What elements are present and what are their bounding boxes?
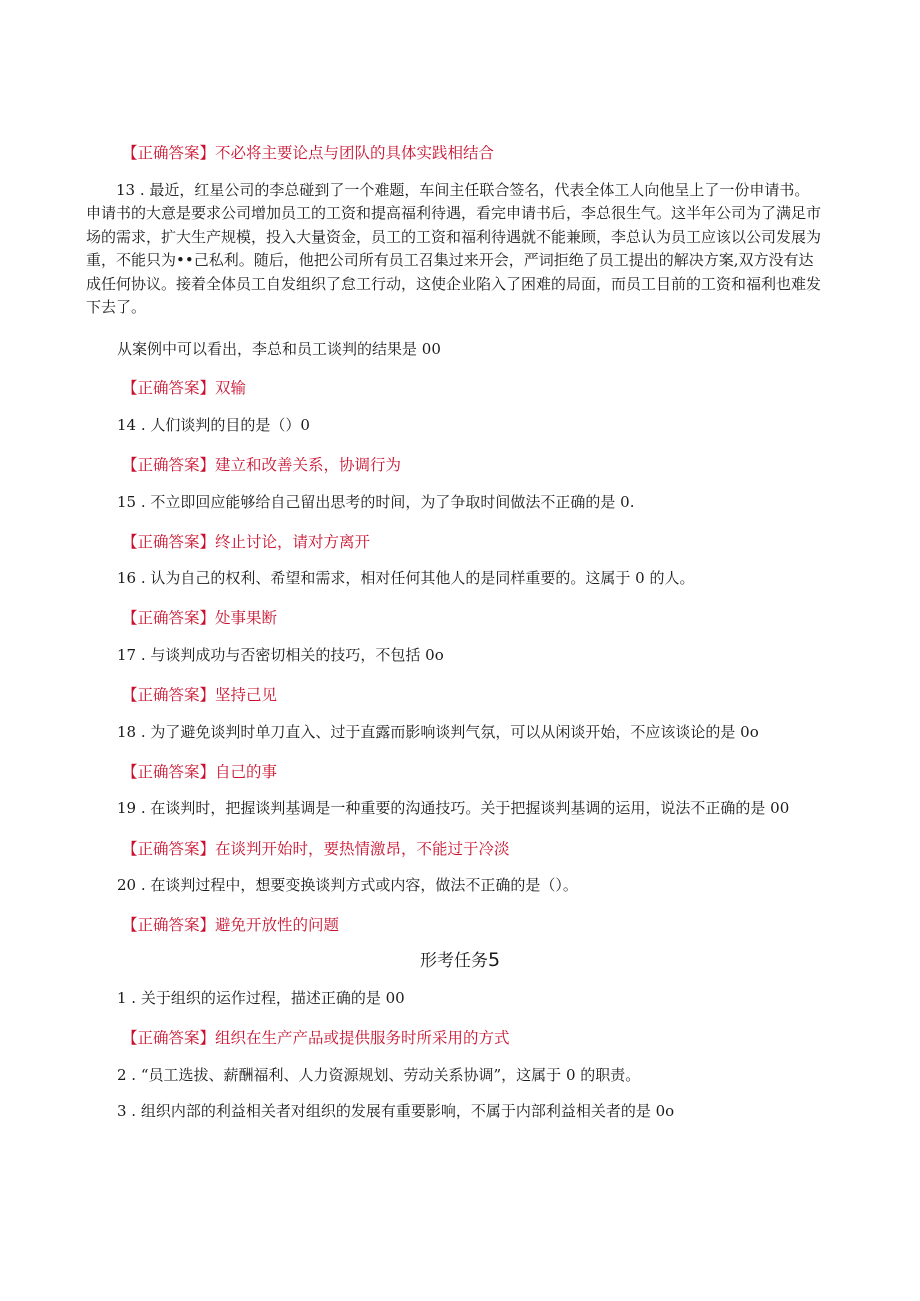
section-heading xyxy=(0,949,920,972)
answer-12 xyxy=(122,143,494,163)
paragraph-line: 场的需求，扩大生产规模，投入大量资金，员工的工资和福利待遇就不能兼顾，李总认为员工应该以公司发展为 xyxy=(86,227,822,246)
answer-prefix: 【正确答案】 xyxy=(122,1029,216,1047)
question-17: 17 . 与谈判成功与否密切相关的技巧，不包括 0o xyxy=(117,646,444,664)
answer-17 xyxy=(122,685,277,705)
answer-prefix: 【正确答案】 xyxy=(122,533,216,551)
answer-14 xyxy=(122,455,401,475)
answer-text: 避免开放性的问题 xyxy=(215,916,340,934)
answer-prefix: 【正确答案】 xyxy=(122,686,216,704)
answer-15 xyxy=(122,532,370,552)
answer-prefix: 【正确答案】 xyxy=(122,763,216,781)
answer-text: 自己的事 xyxy=(215,763,278,781)
answer-prefix: 【正确答案】 xyxy=(122,609,216,627)
question-13-paragraph xyxy=(86,179,826,319)
paragraph-line: 申请书的大意是要求公司增加员工的工资和提高福利待遇，看完申请书后，李总很生气。这半年公司为了满足市 xyxy=(86,204,822,223)
question-20: 20 . 在谈判过程中，想要变换谈判方式或内容，做法不正确的是（）。 xyxy=(117,876,578,894)
answer-prefix: 【正确答案】 xyxy=(122,379,216,397)
answer-text: 不必将主要论点与团队的具体实践相结合 xyxy=(215,144,495,162)
answer-prefix: 【正确答案】 xyxy=(122,456,216,474)
answer-prefix: 【正确答案】 xyxy=(122,144,216,162)
answer-13 xyxy=(122,378,246,398)
paragraph-line: 成任何协议。接着全体员工自发组织了怠工行动，这使企业陷入了困难的局面，而员工目前的工资和福利也难发 xyxy=(86,274,822,293)
section5-question-1: 1 . 关于组织的运作过程，描述正确的是 00 xyxy=(117,989,405,1007)
question-16: 16 . 认为自己的权利、希望和需求，相对任何其他人的是同样重要的。这属于 0 的人。 xyxy=(117,569,695,587)
answer-prefix: 【正确答案】 xyxy=(122,840,216,858)
answer-18 xyxy=(122,762,277,782)
answer-text: 终止讨论，请对方离开 xyxy=(215,533,371,551)
answer-19 xyxy=(122,839,510,859)
question-19: 19 . 在谈判时，把握谈判基调是一种重要的沟通技巧。关于把握谈判基调的运用，说法不正确的是 00 xyxy=(117,799,790,817)
paragraph-line: 重，不能只为••己私利。随后，他把公司所有员工召集过来开会，严词拒绝了员工提出的解决方案,双方没有达 xyxy=(86,251,814,270)
answer-prefix: 【正确答案】 xyxy=(122,916,216,934)
section-title-number: 5 xyxy=(487,949,501,971)
answer-16 xyxy=(122,608,277,628)
answer-text: 双输 xyxy=(215,379,247,397)
paragraph-line: 13 . 最近，红星公司的李总碰到了一个难题，车间主任联合签名，代表全体工人向他呈上了一份申请书。 xyxy=(116,181,810,199)
section5-question-2: 2 . “员工选拔、薪酬福利、人力资源规划、劳动关系协调”，这属于 0 的职责。 xyxy=(117,1066,641,1084)
section-title-text: 形考任务 xyxy=(419,951,488,971)
answer-text: 建立和改善关系，协调行为 xyxy=(215,456,402,474)
answer-text: 坚持己见 xyxy=(215,686,278,704)
question-13-prompt: 从案例中可以看出，李总和员工谈判的结果是 00 xyxy=(117,340,441,358)
answer-20 xyxy=(122,915,339,935)
answer-text: 在谈判开始时，要热情激昂，不能过于冷淡 xyxy=(215,840,510,858)
answer-text: 处事果断 xyxy=(215,609,278,627)
question-14: 14 . 人们谈判的目的是（）0 xyxy=(117,416,310,434)
question-15: 15 . 不立即回应能够给自己留出思考的时间，为了争取时间做法不正确的是 0. xyxy=(117,493,635,511)
answer-text: 组织在生产产品或提供服务时所采用的方式 xyxy=(215,1029,510,1047)
paragraph-line: 下去了。 xyxy=(86,298,147,317)
section5-answer-1 xyxy=(122,1028,510,1048)
section5-question-3: 3 . 组织内部的利益相关者对组织的发展有重要影响，不属于内部利益相关者的是 0o xyxy=(117,1102,675,1120)
question-18: 18 . 为了避免谈判时单刀直入、过于直露而影响谈判气氛，可以从闲谈开始，不应该谈论的是 0o xyxy=(117,723,759,741)
